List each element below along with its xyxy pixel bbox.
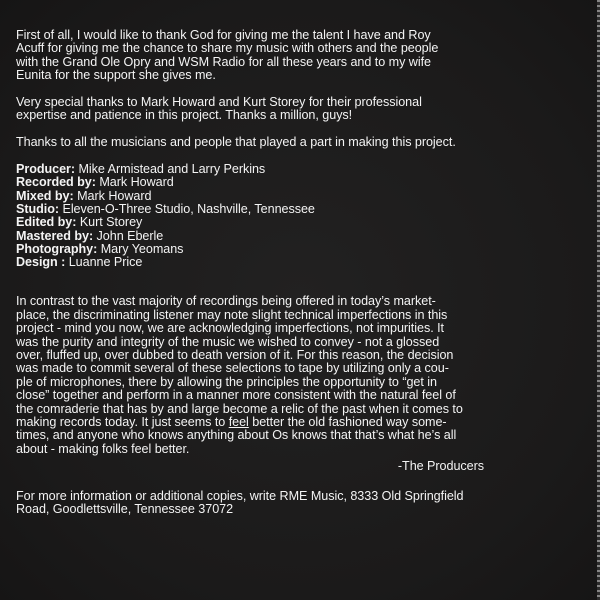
liner-notes-content bbox=[16, 29, 576, 530]
text-line: was made to commit several of these selections to tape by utilizing only a cou- bbox=[16, 361, 449, 376]
credit-edited-by bbox=[16, 216, 576, 229]
producers-note bbox=[16, 295, 576, 456]
credit-label: Mastered by: bbox=[16, 228, 94, 243]
credit-value: Mary Yeomans bbox=[97, 241, 184, 256]
text-line: the comraderie that has by and large become a relic of the past when it comes to bbox=[16, 401, 463, 416]
producers-signature: -The Producers bbox=[397, 459, 484, 474]
credit-value: Mike Armistead and Larry Perkins bbox=[75, 162, 266, 177]
text-segment: making records today. It just seems to bbox=[16, 415, 229, 430]
text-line: Thanks to all the musicians and people that played a part in making this project. bbox=[16, 135, 456, 150]
text-line: place, the discriminating listener may note slight technical imperfections in this bbox=[16, 307, 448, 322]
text-line: First of all, I would like to thank God for giving me the talent I have and Roy bbox=[16, 28, 431, 42]
credit-value: Eleven-O-Three Studio, Nashville, Tennessee bbox=[59, 201, 315, 216]
underlined-word: feel bbox=[228, 415, 249, 430]
credit-label: Mixed by: bbox=[16, 188, 74, 203]
credit-label: Edited by: bbox=[16, 215, 77, 230]
text-line: Eunita for the support she gives me. bbox=[16, 68, 216, 83]
credit-studio bbox=[16, 203, 576, 216]
credit-value: Kurt Storey bbox=[76, 215, 143, 230]
text-line: Road, Goodlettsville, Tennessee 37072 bbox=[16, 502, 234, 517]
text-line: times, and anyone who knows anything about Os knows that that’s what he’s all bbox=[16, 428, 457, 443]
credit-label: Producer: bbox=[16, 162, 76, 177]
text-line: was the purity and integrity of the music we wished to convey - not a glossed bbox=[16, 334, 440, 349]
credit-value: John Eberle bbox=[93, 228, 164, 243]
credit-value: Mark Howard bbox=[95, 175, 174, 190]
credit-value: Luanne Price bbox=[65, 255, 143, 270]
credit-design bbox=[16, 256, 576, 269]
text-line: close” together and perform in a manner more consistent with the natural feel of bbox=[16, 388, 456, 403]
text-line: over, fluffed up, over dubbed to death version of it. For this reason, the decision bbox=[16, 348, 454, 363]
contact-info bbox=[16, 490, 576, 517]
credits-list bbox=[16, 163, 576, 269]
thanks-paragraph-1 bbox=[16, 29, 576, 83]
credit-label: Photography: bbox=[16, 241, 98, 256]
text-line: expertise and patience in this project. Thanks a million, guys! bbox=[16, 108, 353, 123]
text-line: For more information or additional copies, write RME Music, 8333 Old Springfield bbox=[16, 488, 464, 503]
credit-label: Design : bbox=[16, 255, 66, 270]
credit-recorded-by bbox=[16, 176, 576, 189]
credit-label: Studio: bbox=[16, 201, 60, 216]
credit-producer bbox=[16, 163, 576, 176]
text-line: In contrast to the vast majority of recordings being offered in today’s market- bbox=[16, 294, 436, 309]
credit-photography bbox=[16, 243, 576, 256]
thanks-paragraph-2 bbox=[16, 96, 576, 123]
text-line: Acuff for giving me the chance to share my music with others and the people bbox=[16, 41, 439, 56]
text-line: Very special thanks to Mark Howard and Kurt Storey for their professional bbox=[16, 95, 422, 110]
credit-value: Mark Howard bbox=[73, 188, 152, 203]
text-segment: better the old fashioned way some- bbox=[248, 415, 447, 430]
text-line: ple of microphones, there by allowing the principles the opportunity to “get in bbox=[16, 374, 437, 389]
thanks-paragraph-3 bbox=[16, 136, 576, 149]
credit-mastered-by bbox=[16, 230, 576, 243]
text-line bbox=[16, 416, 576, 429]
credit-mixed-by bbox=[16, 190, 576, 203]
credit-label: Recorded by: bbox=[16, 175, 96, 190]
text-line: with the Grand Ole Opry and WSM Radio for all these years and to my wife bbox=[16, 54, 431, 69]
text-line: about - making folks feel better. bbox=[16, 441, 190, 456]
text-line: project - mind you now, we are acknowledging imperfections, not impurities. It bbox=[16, 321, 444, 336]
